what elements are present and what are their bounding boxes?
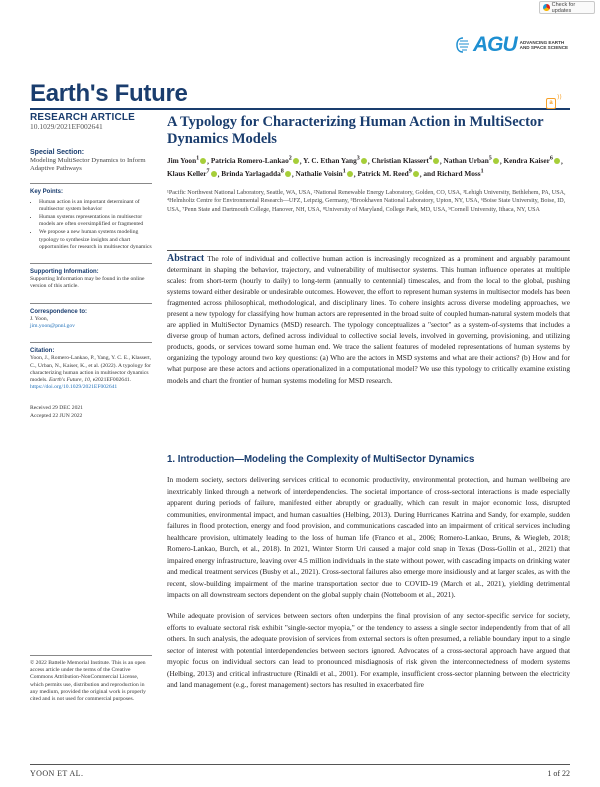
supporting-info-heading: Supporting Information: bbox=[30, 269, 99, 276]
author[interactable]: Patrick M. Reed$^9$ bbox=[357, 168, 412, 179]
section-1 bbox=[167, 454, 570, 691]
orcid-icon[interactable] bbox=[361, 158, 367, 164]
divider bbox=[30, 342, 152, 343]
abstract-rule bbox=[167, 250, 570, 251]
agu-tagline: ADVANCING EARTH AND SPACE SCIENCE bbox=[519, 39, 569, 50]
sidebar bbox=[30, 114, 152, 420]
orcid-icon[interactable] bbox=[293, 158, 299, 164]
author[interactable]: Nathan Urban$^5$ bbox=[443, 156, 492, 166]
correspondence-email-link[interactable]: jim.yoon@pnnl.gov bbox=[30, 323, 75, 330]
key-point: • We propose a new human systems modeling typology to synthesize insights and chart opportunities for research in multisector dynamics bbox=[39, 229, 152, 251]
author-list: Jim Yoon$^1$ , Patricia Romero-Lankao$^2$ , Y. C. Ethan Yang$^3$ , Christian Klassert$^4$ , Nathan Urban$^5$ , Kendra Kaiser$^6$ , Klaus Keller$^7$ , Brinda Yarlagadda$^8$ , Nathalie Voisin$^1$ , Patrick M. Reed$^9$ , and Richard Moss$^1$ bbox=[167, 156, 563, 179]
orcid-icon[interactable] bbox=[285, 171, 291, 177]
license-notice: © 2022 Battelle Memorial Institute. This is an open access article under the terms of the Creative Commons Attribution-NonCommercial License, which permits use, distribution and reproduction in any medium, provided the original work is properly cited and is not used for commercial purposes. bbox=[30, 655, 152, 703]
page-number: 1 of 22 bbox=[547, 769, 570, 778]
orcid-icon[interactable] bbox=[200, 158, 206, 164]
orcid-icon[interactable] bbox=[211, 171, 217, 177]
citation-heading: Citation: bbox=[30, 348, 55, 355]
abstract-label: Abstract bbox=[167, 253, 205, 264]
divider bbox=[30, 303, 152, 304]
author[interactable]: and Richard Moss$^1$ bbox=[423, 168, 484, 179]
crossmark-icon bbox=[543, 4, 550, 11]
special-section: Special Section: Modeling MultiSector Dynamics to Inform Adaptive Pathways bbox=[30, 149, 146, 173]
supporting-info-text: Supporting Information may be found in the online version of this article. bbox=[30, 276, 145, 290]
globe-icon bbox=[456, 37, 470, 53]
author[interactable]: Patricia Romero-Lankao$^2$ bbox=[210, 156, 292, 166]
correspondence-heading: Correspondence to: bbox=[30, 308, 88, 315]
divider bbox=[30, 183, 152, 184]
section-heading: 1. Introduction—Modeling the Complexity of MultiSector Dynamics bbox=[167, 454, 475, 465]
open-access-icon[interactable]: a bbox=[546, 98, 556, 109]
affiliations: ¹Pacific Northwest National Laboratory, Seattle, WA, USA, ²National Renewable Energy Laboratory, Golden, CO, USA, ³Lehigh University, Bethlehem, PA, USA, ⁴Helmholtz Centre for Environmental Research—UFZ, Leipzig, Germany, ⁵Brookhaven National Laboratory, Upton, NY, USA, ⁶Boise State University, Boise, ID, USA, ⁷Penn State and Dartmouth College, Hanover, NH, USA, ⁸University of Maryland, College Park, MD, USA, ⁹Cornell University, Ithaca, NY, USA bbox=[167, 189, 566, 214]
orcid-icon[interactable] bbox=[347, 171, 353, 177]
journal-name: Earth's Future bbox=[30, 80, 188, 107]
author[interactable]: Nathalie Voisin$^1$ bbox=[295, 168, 346, 179]
accepted-date: Accepted 22 JUN 2022 bbox=[30, 412, 83, 419]
article-doi: 10.1029/2021EF002641 bbox=[30, 122, 103, 132]
orcid-icon[interactable] bbox=[554, 158, 560, 164]
author[interactable]: Kendra Kaiser$^6$ bbox=[503, 156, 553, 166]
article-title: A Typology for Characterizing Human Action in MultiSector Dynamics Models bbox=[167, 114, 544, 147]
main-column bbox=[167, 114, 570, 215]
paragraph: While adequate provision of services between sectors often underpins the final provision of any sector-specific service for society, efforts to evaluate sectoral risk exhibit "single-sector myopia," or the tendency to assess a single sector independently from that of all others. In such analysis, the adequate provision of services from external sectors is often presumed, a reliable boundary input to a single sector of interest with potential interdependencies between sectors ignored. Advocates of a cross-sectoral approach have argued that myopic focus on individual sectors can lead to pronounced misdiagnosis of risk given the interconnectedness of modern systems (Helbing, 2013) and critical infrastructure (Rinaldi et al., 2001). For example, insufficient cross-sector planning between the electricity and land management (e.g., forest management) sectors has resulted in exacerbated fire bbox=[167, 611, 570, 690]
publisher-logo bbox=[456, 33, 570, 57]
key-points-heading: Key Points: bbox=[30, 189, 64, 196]
received-date: Received 29 DEC 2021 bbox=[30, 405, 83, 412]
footer-rule bbox=[30, 764, 570, 765]
key-point: • Human systems representations in multisector models are often oversimplified or fragmented bbox=[39, 214, 152, 228]
key-points-list bbox=[30, 199, 152, 251]
author[interactable]: Brinda Yarlagadda$^8$ bbox=[221, 168, 284, 179]
orcid-icon[interactable] bbox=[413, 171, 419, 177]
abstract-text: The role of individual and collective human action is increasingly recognized as a prominent and arguably paramount determinant in shaping the behavior, trajectory, and vulnerability of multisector systems. This human influence operates at multiple scales: from short-term (hourly to daily) to long-term (annually to centennial) timescales, and from the local to the global, pushing systems toward either desirable or undesirable outcomes. However, the effort to represent human systems in multisector models has been fragmented across philosophical, methodological, and disciplinary lines. To cohere insights across diverse modeling approaches, we present a new typology for classifying how human actors are represented in the broad suite of coupled human-natural system models that are applied in MultiSector Dynamics (MSD) research. The typology conceptualizes a "sector" as a system-of-systems that includes a diverse group of human actors, defined across individual to collective social levels, involved in governing, provisioning, and utilizing products, goods, or services toward some human end. We trace the salient features of modeled representations of human systems by organizing the typology around two key questions: (a) Who are the actors in MSD systems and what are their actions? (b) How and for what purpose are these actors and actions operationalized in a computational model? We use this typology to critically examine existing models and chart the frontier of human systems modeling for MSD research. bbox=[167, 254, 570, 385]
open-access-badge-icon: )) bbox=[557, 94, 562, 101]
citation-doi-link[interactable]: https://doi.org/10.1029/2021EF002641 bbox=[30, 384, 118, 391]
author[interactable]: Christian Klassert$^4$ bbox=[371, 156, 432, 166]
correspondence-name: J. Yoon, bbox=[30, 315, 49, 322]
orcid-icon[interactable] bbox=[493, 158, 499, 164]
author[interactable]: Klaus Keller$^7$ bbox=[167, 168, 210, 179]
key-point: • Human action is an important determinant of multisector system behavior bbox=[39, 199, 152, 213]
author[interactable]: Jim Yoon$^1$ bbox=[167, 156, 200, 166]
orcid-icon[interactable] bbox=[433, 158, 439, 164]
divider bbox=[30, 263, 152, 264]
agu-wordmark: AGU bbox=[473, 33, 517, 56]
footer-authors: YOON ET AL. bbox=[30, 769, 84, 778]
author[interactable]: Y. C. Ethan Yang$^3$ bbox=[303, 156, 360, 166]
article-type: RESEARCH ARTICLE bbox=[30, 112, 136, 123]
check-for-updates-button[interactable]: Check for updates bbox=[539, 1, 595, 14]
paragraph: In modern society, sectors delivering services critical to economic productivity, environmental protection, and human wellbeing are inextricably linked through a network of interdependencies. The societal importance of cross-sectoral interactions is made especially apparent during periods of failure, manifested either abruptly or gradually, which can result in major economic loss, disrupted communities, environmental impact, and human casualties (Helbing, 2013). During Hurricanes Katrina and Sandy, for example, sudden failures in flood protection, energy and food provision, and communications cascaded into an impairment of critical services including healthcare provision, ultimately leading to the loss of human life (Franco et al., 2006; Romero-Lankao, Bruns, & Wiegleb, 2018; Romero-Lankao, Burch, et al., 2018). In 2021, Winter Storm Uri caused a major cold snap in Texas (Doss-Gollin et al., 2021) that impaired energy infrastructure, leaving over 4.5 million individuals in the state without power, with cascading impacts on drinking water and medical treatment services (Busby et al., 2021). Cross-sectoral failures also emerge more insidiously and at larger scales, as with the recent, slow-building impairment of the marine transportation sector due to COVID-19 (March et al., 2021), yielding detrimental impacts on all downstream sectors dependent on the global supply chain (Notteboom et al., 2021). bbox=[167, 475, 570, 600]
header-rule bbox=[30, 108, 570, 110]
divider bbox=[30, 655, 152, 656]
citation-text: Yoon, J., Romero-Lankao, P., Yang, Y. C. E., Klassert, C., Urban, N., Kaiser, K., et al. (2022). A typology for characterizing human action in multisector dynamics models. Earth's Future, 10, e2021EF002641. https://doi.org/10.1029/2021EF002641 bbox=[30, 355, 152, 391]
abstract bbox=[167, 253, 570, 386]
